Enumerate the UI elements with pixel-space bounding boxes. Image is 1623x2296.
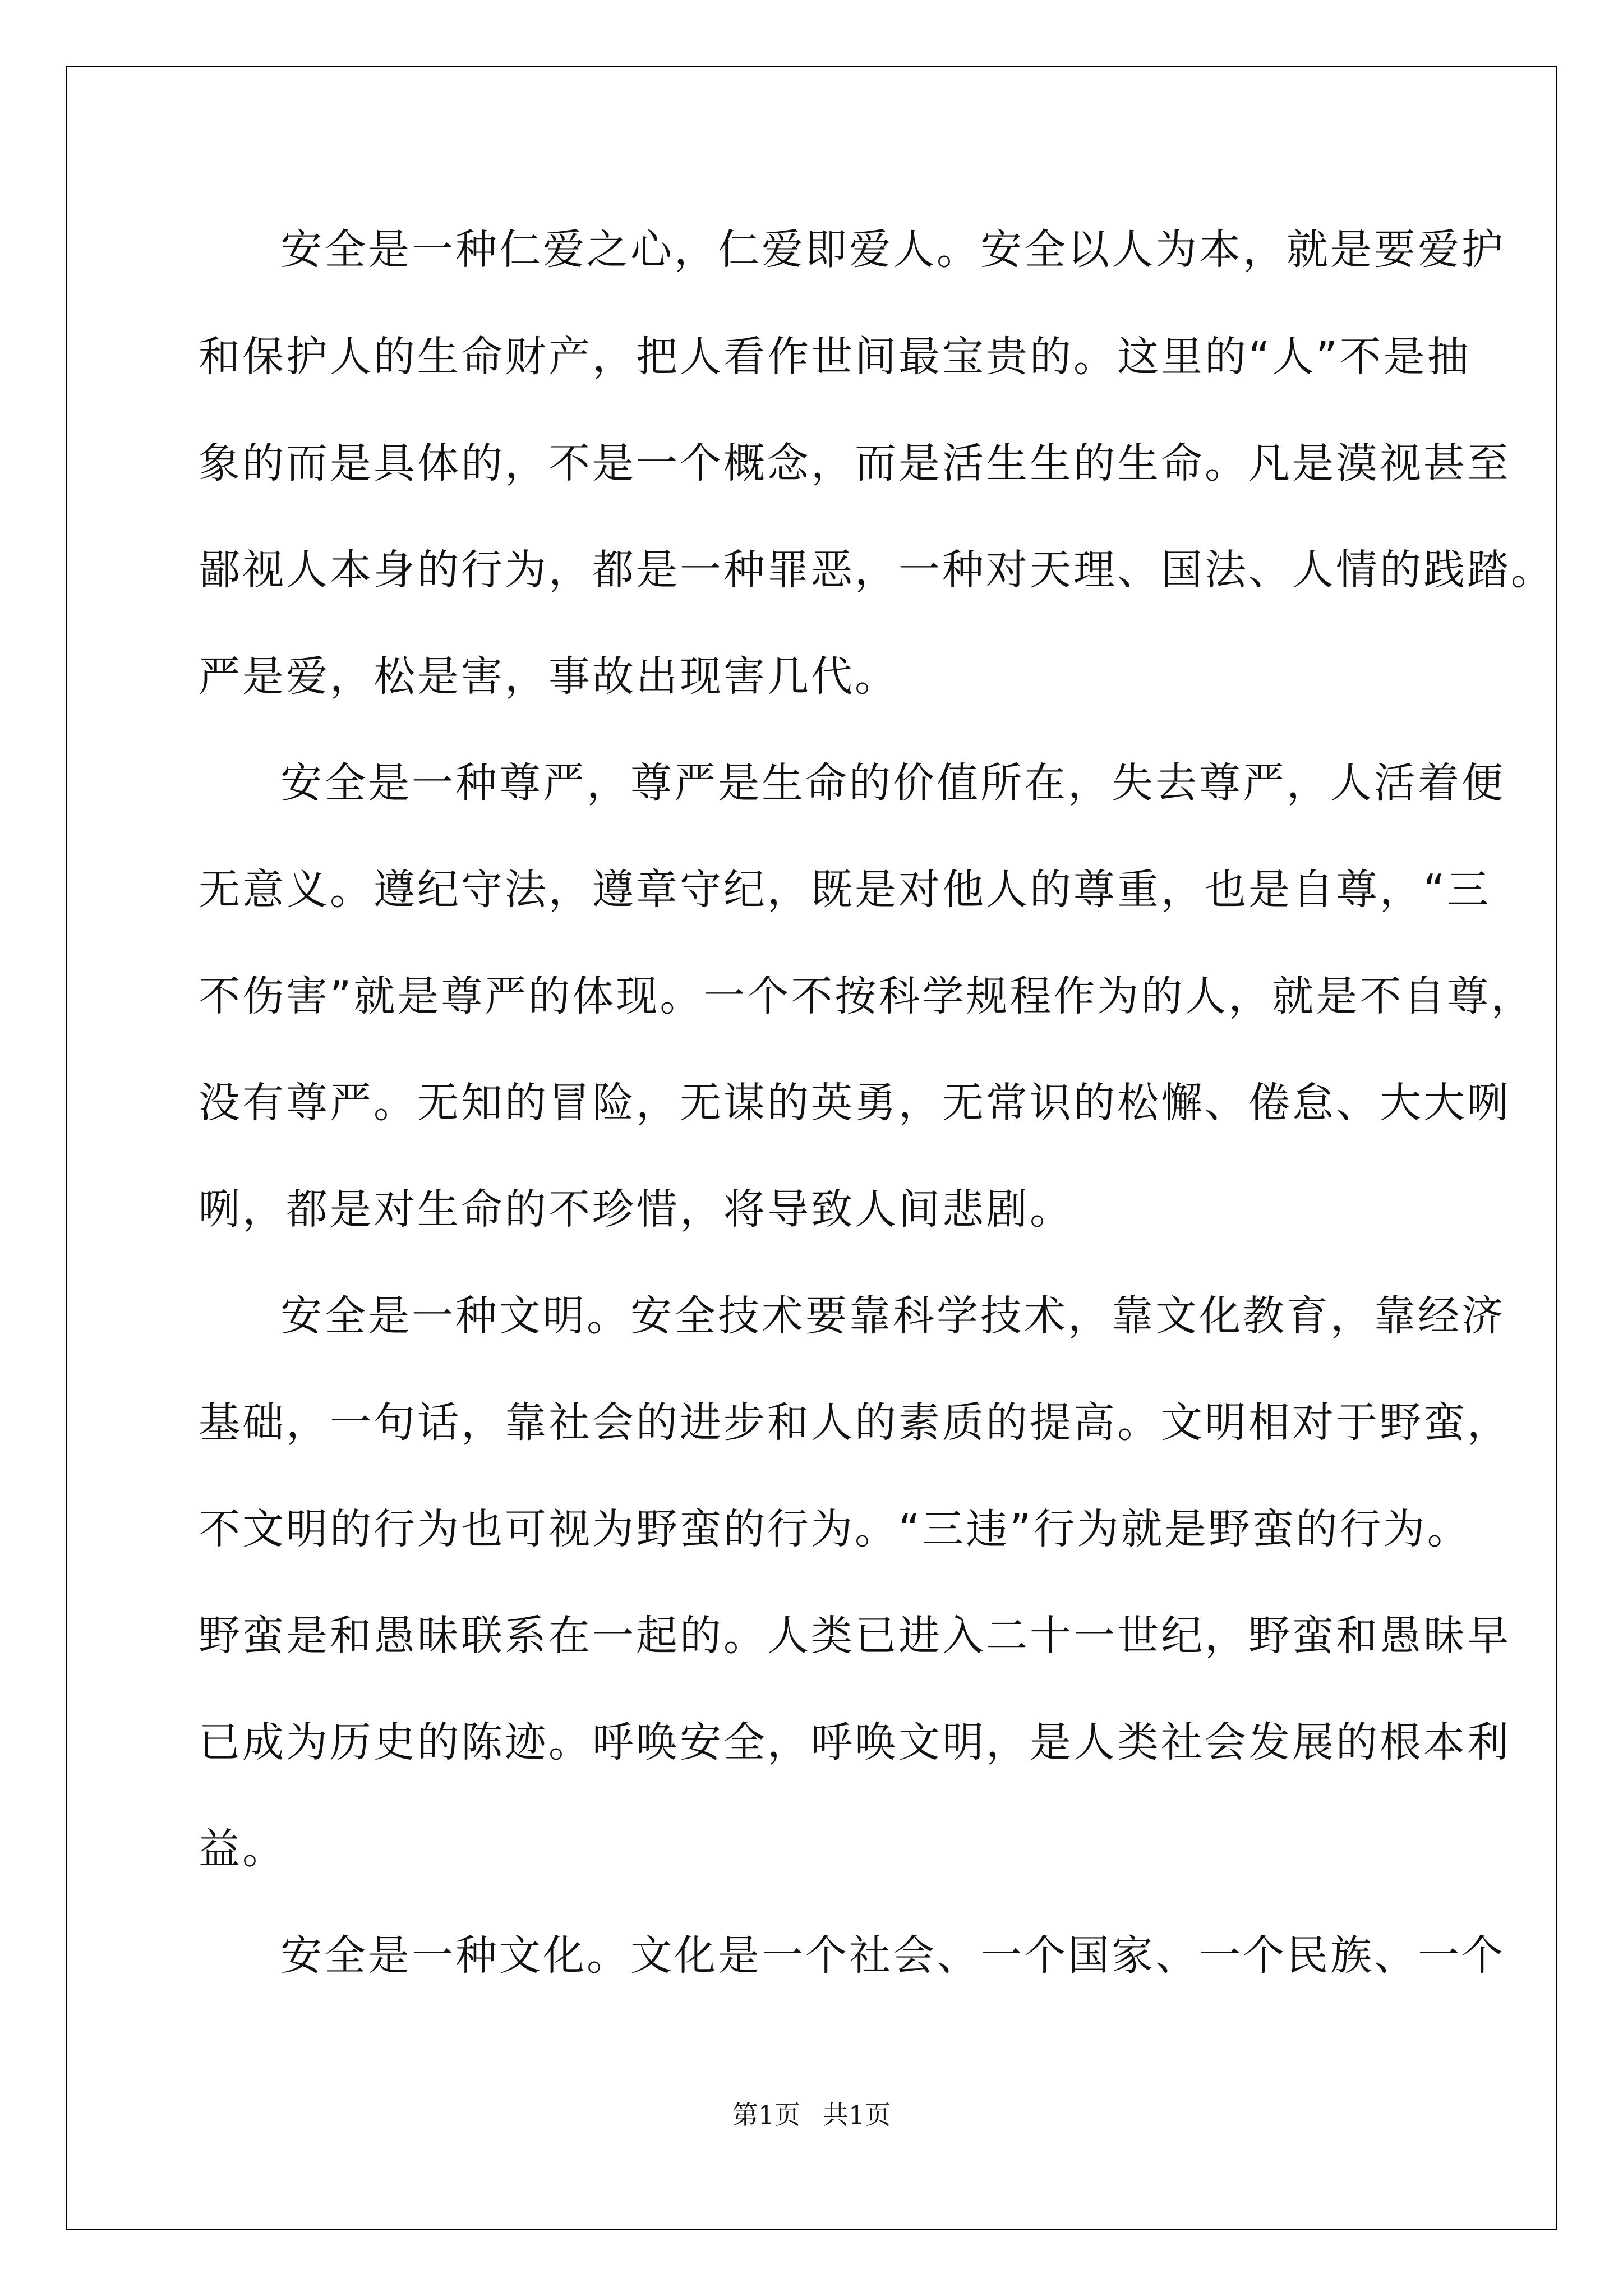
text-line: 野蛮是和愚昧联系在一起的。人类已进入二十一世纪，野蛮和愚昧早 (199, 1612, 1511, 1660)
text-line: 严是爱，松是害，事故出现害几代。 (199, 652, 898, 701)
text-line: 无意义。遵纪守法，遵章守纪，既是对他人的尊重，也是自尊，“三 (199, 866, 1491, 914)
page-footer (0, 2098, 1623, 2132)
text-line: 鄙视人本身的行为，都是一种罪恶，一种对天理、国法、人情的践踏。 (199, 546, 1555, 594)
text-line: 和保护人的生命财产，把人看作世间最宝贵的。这里的“人”不是抽 (199, 333, 1471, 381)
text-line: 安全是一种尊严，尊严是生命的价值所在，失去尊严，人活着便 (280, 759, 1505, 807)
page-number-total: 共1页 (823, 2100, 891, 2130)
text-line: 安全是一种文明。安全技术要靠科学技术，靠文化教育，靠经济 (280, 1292, 1505, 1340)
page-border (66, 66, 1557, 2230)
text-line: 不文明的行为也可视为野蛮的行为。“三违”行为就是野蛮的行为。 (199, 1505, 1471, 1553)
text-line: 已成为历史的陈迹。呼唤安全，呼唤文明，是人类社会发展的根本利 (199, 1718, 1511, 1766)
text-line: 益。 (199, 1825, 286, 1873)
text-line: 安全是一种文化。文化是一个社会、一个国家、一个民族、一个 (280, 1931, 1505, 1980)
text-line: 没有尊严。无知的冒险，无谋的英勇，无常识的松懈、倦怠、大大咧 (199, 1079, 1511, 1127)
page-number-current: 第1页 (732, 2100, 800, 2130)
text-line: 象的而是具体的，不是一个概念，而是活生生的生命。凡是漠视甚至 (199, 439, 1511, 487)
text-line: 咧，都是对生命的不珍惜，将导致人间悲剧。 (199, 1185, 1073, 1234)
text-line: 不伤害”就是尊严的体现。一个不按科学规程作为的人，就是不自尊， (199, 972, 1535, 1020)
text-line: 安全是一种仁爱之心，仁爱即爱人。安全以人为本，就是要爱护 (280, 226, 1505, 274)
text-line: 基础，一句话，靠社会的进步和人的素质的提高。文明相对于野蛮， (199, 1398, 1511, 1447)
